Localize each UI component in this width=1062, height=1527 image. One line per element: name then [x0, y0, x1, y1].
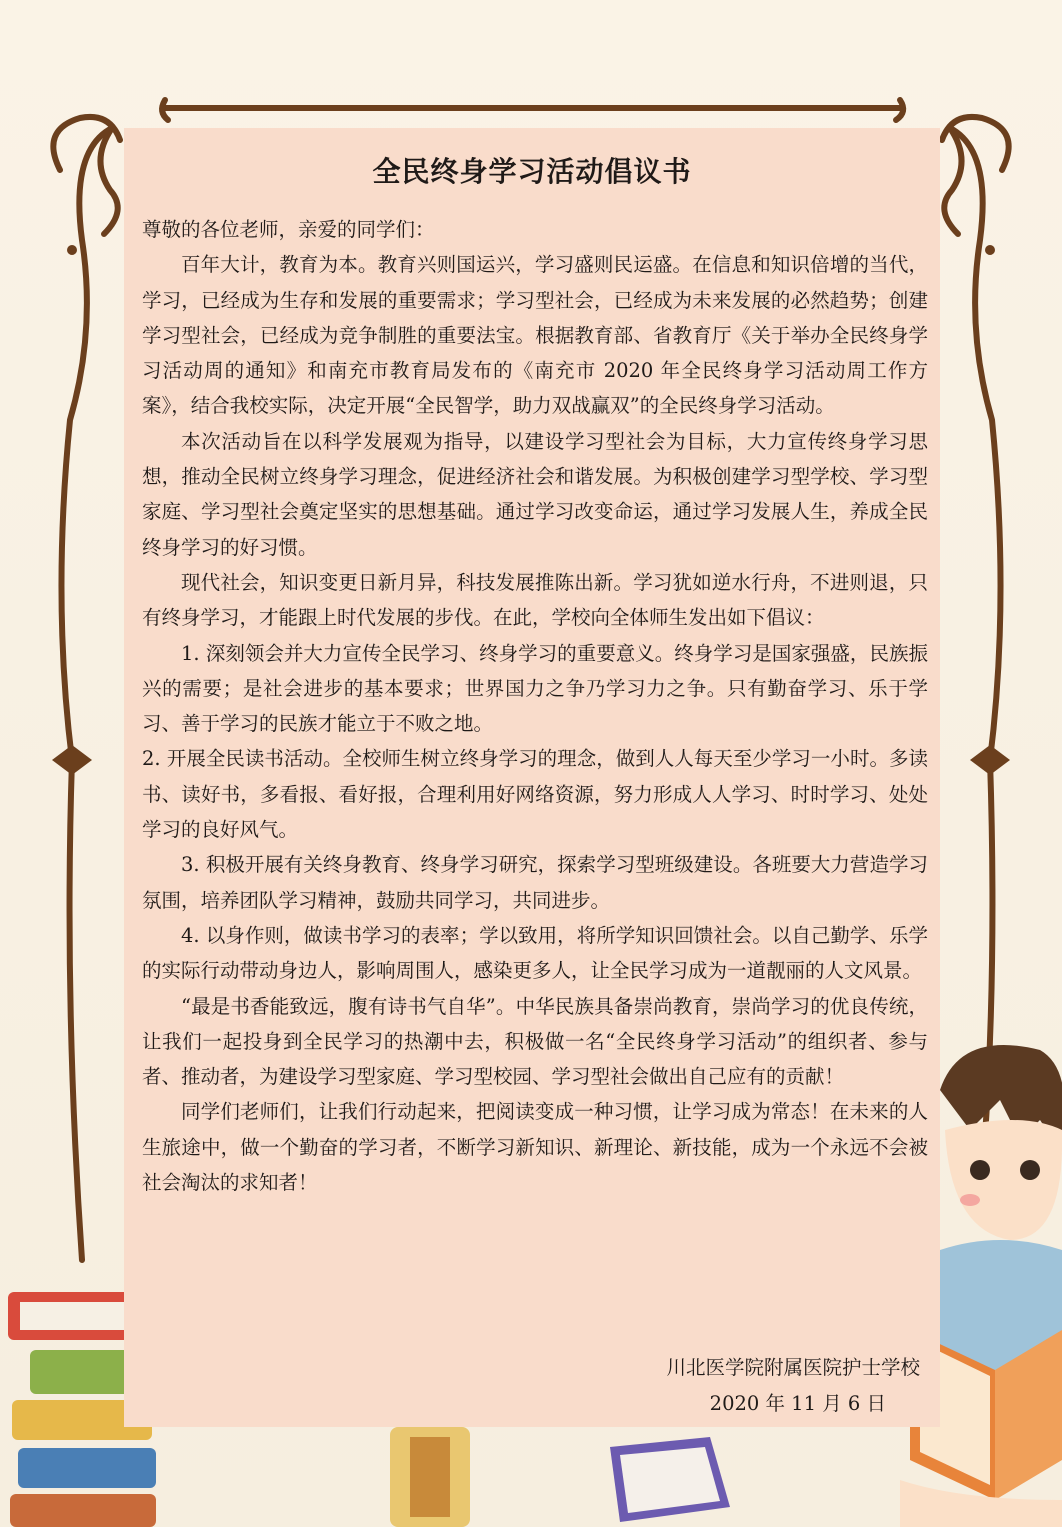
- proposal-item-3: 3. 积极开展有关终身教育、终身学习研究，探索学习型班级建设。各班要大力营造学习氛围，培养团队学习精神，鼓励共同学习，共同进步。: [142, 853, 928, 912]
- paragraph-intro: 百年大计，教育为本。教育兴则国运兴，学习盛则民运盛。在信息和知识倍增的当代，学习，已经成为生存和发展的重要需求；学习型社会，已经成为未来发展的必然趋势；创建学习型社会，已经成为竞争制胜的重要法宝。根据教育部、省教育厅《关于举办全民终身学习活动周的通知》和南充市教育局发布的《南充市 2020 年全民终身学习活动周工作方案》，结合我校实际，决定开展“全民智学，助力双战赢双”的全民终身学习活动。: [142, 253, 928, 418]
- paragraph-appeal: 现代社会，知识变更日新月异，科技发展推陈出新。学习犹如逆水行舟，不进则退，只有终身学习，才能跟上时代发展的步伐。在此，学校向全体师生发出如下倡议：: [142, 570, 928, 630]
- document-body: [142, 212, 928, 1200]
- book-stack-illustration: [380, 1427, 740, 1527]
- paragraph-closing: 同学们老师们，让我们行动起来，把阅读变成一种习惯，让学习成为常态！在未来的人生旅途中，做一个勤奋的学习者，不断学习新知识、新理论、新技能，成为一个永远不会被社会淘汰的求知者！: [142, 1100, 928, 1195]
- proposal-item-1: 1. 深刻领会并大力宣传全民学习、终身学习的重要意义。终身学习是国家强盛，民族振兴的需要；是社会进步的基本要求；世界国力之争乃学习力之争。只有勤奋学习、乐于学习、善于学习的民族才能立于不败之地。: [142, 641, 928, 736]
- signature-organization: 川北医学院附属医院护士学校: [666, 1356, 920, 1379]
- proposal-item-4: 4. 以身作则，做读书学习的表率；学以致用，将所学知识回馈社会。以自己勤学、乐学的实际行动带动身边人，影响周围人，感染更多人，让全民学习成为一道靓丽的人文风景。: [142, 923, 928, 983]
- greeting: 尊敬的各位老师，亲爱的同学们：: [142, 218, 435, 241]
- paragraph-quote: “最是书香能致远，腹有诗书气自华”。中华民族具备崇尚教育，崇尚学习的优良传统，让我们一起投身到全民学习的热潮中去，积极做一名“全民终身学习活动”的组织者、参与者、推动者，为建设学习型家庭、学习型校园、学习型社会做出自己应有的贡献！: [142, 994, 928, 1089]
- document-title: 全民终身学习活动倡议书: [372, 155, 692, 188]
- proposal-item-2: 2. 开展全民读书活动。全校师生树立终身学习的理念，做到人人每天至少学习一小时。多读书、读好书，多看报、看好报，合理利用好网络资源，努力形成人人学习、时时学习、处处学习的良好风气。: [142, 747, 928, 842]
- signature-date: 2020 年 11 月 6 日: [709, 1392, 886, 1415]
- paragraph-purpose: 本次活动旨在以科学发展观为指导，以建设学习型社会为目标，大力宣传终身学习思想，推动全民树立终身学习理念，促进经济社会和谐发展。为积极创建学习型学校、学习型家庭、学习型社会奠定坚实的思想基础。通过学习改变命运，通过学习发展人生，养成全民终身学习的好习惯。: [142, 429, 928, 559]
